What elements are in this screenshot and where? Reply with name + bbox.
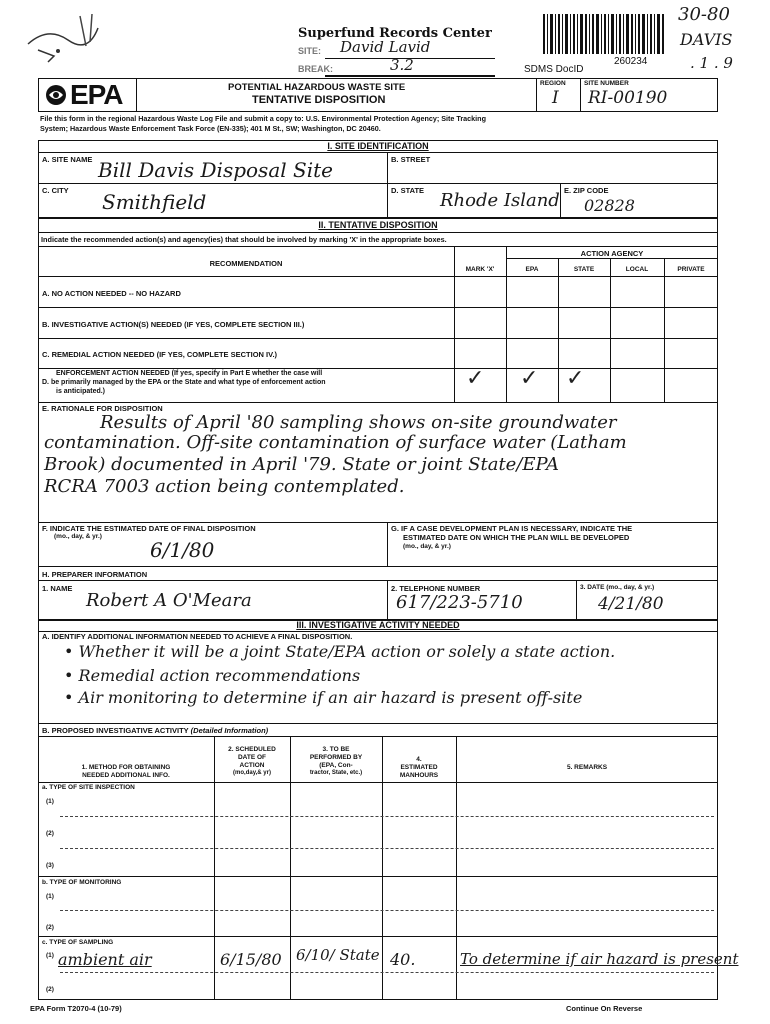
rationale-line-4: RCRA 7003 action being contemplated. bbox=[44, 476, 405, 497]
rationale-line-3: Brook) documented in April '79. State or joint State/EPA bbox=[44, 454, 559, 475]
info-item-2: • Remedial action recommendations bbox=[64, 666, 361, 685]
sampling-hours-value: 40. bbox=[390, 950, 416, 969]
enforcement-state-check[interactable]: ✓ bbox=[566, 366, 585, 391]
sampling-date-value: 6/15/80 bbox=[220, 950, 282, 969]
col-remarks: 5. REMARKS bbox=[566, 764, 608, 771]
rationale-line-2: contamination. Off-site contamination of surface water (Latham bbox=[44, 432, 627, 453]
epa-logo bbox=[44, 80, 123, 110]
street-label: B. STREET bbox=[391, 155, 431, 164]
row-a-no-action: A. NO ACTION NEEDED -- NO HAZARD bbox=[42, 289, 181, 298]
info-item-1: • Whether it will be a joint State/EPA action or solely a state action. bbox=[64, 642, 616, 661]
col-performer-4: tractor, State, etc.) bbox=[309, 770, 363, 776]
corner-note-3: . 1 . 9 bbox=[690, 54, 733, 72]
site-inspection-label: a. TYPE OF SITE INSPECTION bbox=[42, 784, 135, 791]
row-b-investigative: B. INVESTIGATIVE ACTION(S) NEEDED (IF YES, COMPLETE SECTION III.) bbox=[42, 320, 305, 329]
monitoring-label: b. TYPE OF MONITORING bbox=[42, 879, 122, 886]
plan-label-3: (mo., day, & yr.) bbox=[403, 543, 451, 550]
sampling-remarks-value: To determine if air hazard is present bbox=[460, 950, 739, 968]
city-label: C. CITY bbox=[42, 186, 69, 195]
proposed-activity-label bbox=[42, 726, 268, 735]
sdms-docid-value: 260234 bbox=[614, 56, 648, 67]
inspection-row-2-number: (2) bbox=[46, 830, 54, 837]
stamp-scribble bbox=[18, 6, 138, 66]
epa-flower-icon bbox=[44, 83, 68, 107]
scribble-graphic bbox=[18, 6, 138, 66]
col-performer-3: (EPA, Con- bbox=[319, 762, 353, 769]
final-date-value: 6/1/80 bbox=[150, 538, 215, 562]
monitoring-row-2-number: (2) bbox=[46, 924, 54, 931]
sampling-row-1-number: (1) bbox=[46, 952, 54, 959]
rationale-label: E. RATIONALE FOR DISPOSITION bbox=[42, 404, 163, 413]
continue-on-reverse: Continue On Reverse bbox=[566, 1004, 643, 1013]
local-header: LOCAL bbox=[625, 266, 649, 273]
sampling-performer-value: 6/10/ State bbox=[296, 946, 380, 964]
stamp-site-value: David Lavid bbox=[340, 38, 431, 56]
preparer-name-value: Robert A O'Meara bbox=[86, 590, 252, 611]
site-name-value: Bill Davis Disposal Site bbox=[98, 158, 333, 182]
row-d-enforcement-2: D. be primarily managed by the EPA or the State and what type of enforcement action bbox=[42, 379, 326, 386]
form-title-1: POTENTIAL HAZARDOUS WASTE SITE bbox=[228, 82, 406, 93]
proposed-activity-sub: (Detailed Information) bbox=[190, 726, 269, 735]
zip-value: 02828 bbox=[584, 196, 635, 215]
city-value: Smithfield bbox=[102, 190, 207, 214]
enforcement-epa-check[interactable]: ✓ bbox=[520, 366, 539, 391]
rationale-line-1: Results of April '80 sampling shows on-site groundwater bbox=[100, 412, 617, 433]
stamp-break-value: 3.2 bbox=[390, 56, 414, 74]
private-header: PRIVATE bbox=[677, 266, 705, 273]
section-3-title: III. INVESTIGATIVE ACTIVITY NEEDED bbox=[296, 620, 460, 630]
state-label: D. STATE bbox=[391, 186, 425, 195]
instructions-line-2: System; Hazardous Waste Enforcement Task Force (EN-335); 401 M St., SW; Washington, DC 20460. bbox=[40, 124, 381, 133]
col-performer-2: PERFORMED BY bbox=[309, 754, 363, 761]
epa-logo-text: EPA bbox=[70, 79, 123, 110]
site-number-label: SITE NUMBER bbox=[584, 80, 629, 87]
col-performer-1: 3. TO BE bbox=[322, 746, 350, 753]
barcode bbox=[543, 14, 665, 54]
sdms-docid-label: SDMS DocID bbox=[524, 64, 584, 75]
col-method-2: NEEDED ADDITIONAL INFO. bbox=[82, 772, 170, 779]
state-header: STATE bbox=[573, 266, 595, 273]
final-date-label: F. INDICATE THE ESTIMATED DATE OF FINAL DISPOSITION bbox=[42, 524, 256, 533]
col-date-1: 2. SCHEDULED bbox=[228, 746, 276, 753]
corner-note-2: DAVIS bbox=[680, 30, 733, 49]
zip-label: E. ZIP CODE bbox=[564, 186, 609, 195]
phone-label: 2. TELEPHONE NUMBER bbox=[391, 584, 481, 593]
sampling-method-value: ambient air bbox=[58, 950, 152, 969]
barcode-graphic bbox=[543, 14, 665, 54]
section-2-title: II. TENTATIVE DISPOSITION bbox=[318, 220, 438, 230]
plan-label-2: ESTIMATED DATE ON WHICH THE PLAN WILL BE DEVELOPED bbox=[403, 533, 630, 542]
plan-label-1: G. IF A CASE DEVELOPMENT PLAN IS NECESSARY, INDICATE THE bbox=[391, 524, 633, 533]
enforcement-mark-check[interactable]: ✓ bbox=[466, 366, 485, 391]
inspection-row-3-number: (3) bbox=[46, 862, 54, 869]
row-c-remedial: C. REMEDIAL ACTION NEEDED (IF YES, COMPLETE SECTION IV.) bbox=[42, 350, 278, 359]
form-id: EPA Form T2070-4 (10-79) bbox=[30, 1004, 122, 1013]
row-d-enforcement-1: ENFORCEMENT ACTION NEEDED (If yes, specify in Part E whether the case will bbox=[56, 370, 323, 377]
col-hours-2: ESTIMATED bbox=[400, 764, 438, 771]
sampling-label: c. TYPE OF SAMPLING bbox=[42, 939, 114, 946]
col-hours-3: MANHOURS bbox=[399, 772, 439, 779]
epa-header: EPA bbox=[525, 266, 539, 273]
form-title-2: TENTATIVE DISPOSITION bbox=[252, 94, 386, 106]
preparer-label: H. PREPARER INFORMATION bbox=[42, 570, 148, 579]
col-date-4: (mo,day,& yr) bbox=[233, 770, 271, 776]
state-value: Rhode Island bbox=[440, 190, 560, 211]
corner-note-1: 30-80 bbox=[678, 4, 730, 25]
sampling-row-2-number: (2) bbox=[46, 986, 54, 993]
site-name-label: A. SITE NAME bbox=[42, 155, 93, 164]
region-label: REGION bbox=[540, 80, 566, 87]
stamp-site-label: SITE: bbox=[298, 46, 322, 56]
col-hours-1: 4. bbox=[416, 756, 422, 763]
inspection-row-1-number: (1) bbox=[46, 798, 54, 805]
stamp-break-label: BREAK: bbox=[298, 64, 333, 74]
instructions-line-1: File this form in the regional Hazardous Waste Log File and submit a copy to: U.S. Environmental Protection Agency; Site Tracking bbox=[40, 114, 486, 123]
prepared-date-value: 4/21/80 bbox=[598, 594, 664, 614]
mark-x-header: MARK 'X' bbox=[465, 266, 495, 273]
row-d-enforcement-3: is anticipated.) bbox=[56, 388, 106, 395]
monitoring-row-1-number: (1) bbox=[46, 893, 54, 900]
prepared-date-label: 3. DATE (mo., day, & yr.) bbox=[580, 584, 655, 591]
section-1-title: I. SITE IDENTIFICATION bbox=[327, 141, 429, 151]
identify-info-label: A. IDENTIFY ADDITIONAL INFORMATION NEEDED TO ACHIEVE A FINAL DISPOSITION. bbox=[42, 632, 353, 641]
section-2-instruction: Indicate the recommended action(s) and agency(ies) that should be involved by marking 'X' in the appropriate boxes. bbox=[41, 235, 447, 244]
region-value: I bbox=[552, 88, 559, 108]
col-date-3: ACTION bbox=[239, 762, 265, 769]
final-date-sub: (mo., day, & yr.) bbox=[54, 533, 102, 540]
records-center-title: Superfund Records Center bbox=[298, 26, 492, 41]
col-method-1: 1. METHOD FOR OBTAINING bbox=[81, 764, 171, 771]
preparer-name-label: 1. NAME bbox=[42, 584, 73, 593]
proposed-activity-title: B. PROPOSED INVESTIGATIVE ACTIVITY bbox=[42, 726, 189, 735]
info-item-3: • Air monitoring to determine if an air hazard is present off-site bbox=[64, 688, 583, 707]
recommendation-header: RECOMMENDATION bbox=[209, 259, 283, 268]
action-agency-header: ACTION AGENCY bbox=[580, 249, 644, 258]
phone-value: 617/223-5710 bbox=[396, 592, 523, 613]
col-date-2: DATE OF bbox=[237, 754, 267, 761]
site-number-value: RI-00190 bbox=[588, 88, 668, 108]
